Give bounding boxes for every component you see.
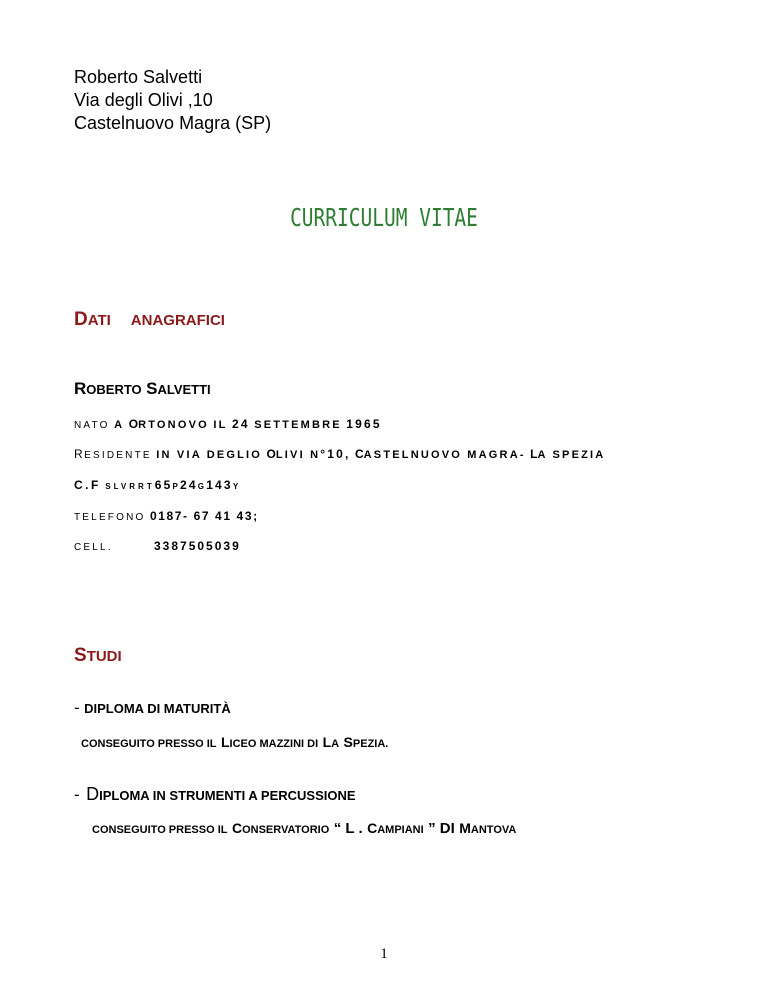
birth-info: NATO A ORTONOVO IL 24 SETTEMBRE 1965 [74,417,382,431]
residence-info: RESIDENTE IN VIA DEGLIO OLIVI N°10, CASTELNUOVO MAGRA- LA SPEZIA [74,447,606,461]
page-number: 1 [380,946,388,962]
study-item-1-title: - DIPLOMA DI MATURITÀ [74,698,231,717]
study-item-2-detail: CONSEGUITO PRESSO IL CONSERVATORIO “ L . CAMPIANI ” DI MANTOVA [92,820,517,837]
person-name: ROBERTO SALVETTI [74,379,211,398]
study-item-2-title: - DIPLOMA IN STRUMENTI A PERCUSSIONE [74,784,356,804]
document-title: CURRICULUM VITAE [290,203,478,232]
sender-street: Via degli Olivi ,10 [74,90,213,110]
phone-info: TELEFONO 0187- 67 41 43; [74,509,259,523]
fiscal-code: C.F SLVRRT65P24G143Y [74,478,241,492]
sender-name: Roberto Salvetti [74,67,203,87]
section-heading-studi: STUDI [74,645,122,666]
sender-city: Castelnuovo Magra (SP) [74,113,272,133]
mobile-info: CELL. [74,542,113,553]
study-item-1-detail: CONSEGUITO PRESSO IL LICEO MAZZINI DI LA SPEZIA. [81,734,389,750]
mobile-number: 3387505039 [154,539,241,553]
section-heading-dati-anagrafici: DATI ANAGRAFICI [74,309,225,330]
